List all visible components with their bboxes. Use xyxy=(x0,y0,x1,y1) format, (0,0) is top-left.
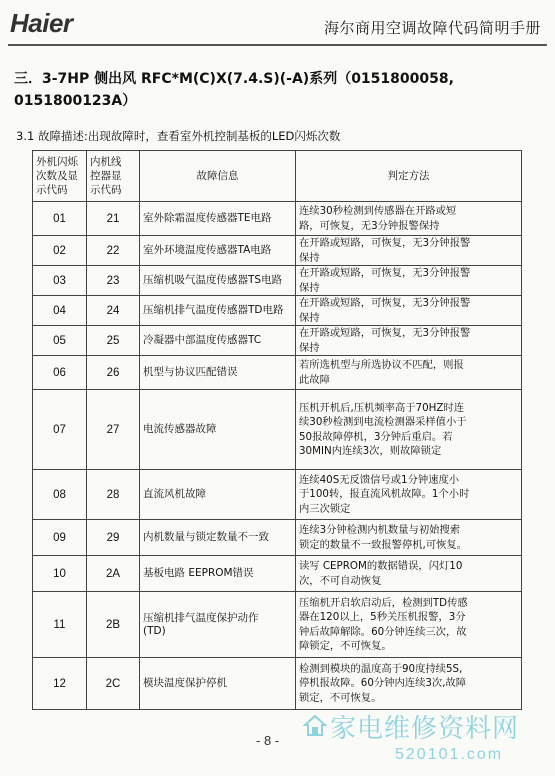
judgment-method-cell xyxy=(296,520,522,556)
judgment-method-cell xyxy=(296,556,522,592)
outdoor-code-cell: 04 xyxy=(33,296,87,326)
judgment-method-line: 此故障 xyxy=(299,373,330,386)
judgment-method-line: 保持 xyxy=(299,281,320,294)
fault-info-cell xyxy=(140,326,296,356)
outdoor-code-cell: 08 xyxy=(33,470,87,520)
judgment-method-line: 停机报故障。60分钟内连续3次,故障 xyxy=(299,677,467,690)
fault-info-line: (TD) xyxy=(143,624,166,637)
judgment-method-cell xyxy=(296,236,522,266)
fault-info-line: 压缩机吸气温度传感器TS电路 xyxy=(143,274,283,286)
indoor-code-cell: 25 xyxy=(87,326,140,356)
table-row xyxy=(33,390,522,470)
judgment-method-cell xyxy=(296,592,522,658)
section-title xyxy=(14,68,544,112)
indoor-code-cell: 26 xyxy=(87,356,140,390)
judgment-method-line: 锁定，不可恢复。 xyxy=(299,691,382,704)
indoor-code-cell: 22 xyxy=(87,236,140,266)
fault-info-cell xyxy=(140,266,296,296)
judgment-method-line: 续30秒检测到电流检测器采样值小于 xyxy=(299,416,467,428)
judgment-method-line: 钟后故障解除。60分钟连续三次，故 xyxy=(299,625,467,638)
judgment-method-line: 连续30秒检测到传感器在开路或短 xyxy=(299,205,457,217)
indoor-code-cell: 2B xyxy=(87,592,140,658)
header-divider xyxy=(8,44,547,46)
section-title-line-1: 三．3-7HP 侧出风 RFC*M(C)X(7.4.S)(-A)系列（0151800058, xyxy=(14,71,454,87)
indoor-code-cell: 2A xyxy=(87,556,140,592)
outdoor-code-cell: 12 xyxy=(33,658,87,710)
table-row xyxy=(33,356,522,390)
table-row xyxy=(33,520,522,556)
judgment-method-line: 保持 xyxy=(299,251,320,264)
judgment-method-cell xyxy=(296,326,522,356)
judgment-method-line: 检测到模块的温度高于90度持续5S, xyxy=(299,662,463,675)
judgment-method-line: 压缩机开启软启动后，检测到TD传感 xyxy=(299,596,468,609)
fault-info-cell xyxy=(140,470,296,520)
fault-info-line: 机型与协议匹配错误 xyxy=(143,366,238,378)
fault-description-subtitle: 3.1 故障描述:出现故障时，查看室外机控制基板的LED闪烁次数 xyxy=(16,129,341,143)
judgment-method-line: 在开路或短路，可恢复，无3分钟报警 xyxy=(299,237,471,249)
judgment-method-line: 器在120以上，5秒关压机报警，3分 xyxy=(299,611,466,623)
indoor-code-cell: 27 xyxy=(87,390,140,470)
footer-watermark: 家电维修资料网 xyxy=(330,714,520,744)
judgment-method-line: 障锁定，不可恢复。 xyxy=(299,640,392,652)
outdoor-code-cell: 03 xyxy=(33,266,87,296)
page-number: - 8 - xyxy=(256,733,280,748)
judgment-method-line: 在开路或短路，可恢复，无3分钟报警 xyxy=(299,327,471,339)
fault-info-line: 压缩机排气温度传感器TD电路 xyxy=(143,304,284,316)
table-row xyxy=(33,470,522,520)
outdoor-code-cell: 07 xyxy=(33,390,87,470)
judgment-method-line: 在开路或短路，可恢复，无3分钟报警 xyxy=(299,267,471,279)
judgment-method-line: 连续3分钟检测内机数量与初始搜索 xyxy=(299,524,461,536)
fault-info-cell xyxy=(140,658,296,710)
header-judgment-method: 判定方法 xyxy=(296,151,522,202)
indoor-code-cell: 29 xyxy=(87,520,140,556)
watermark-house-icon xyxy=(302,712,328,738)
fault-info-line: 内机数量与锁定数量不一致 xyxy=(143,531,269,543)
fault-info-cell xyxy=(140,390,296,470)
fault-info-cell xyxy=(140,592,296,658)
indoor-code-cell: 21 xyxy=(87,202,140,236)
outdoor-code-cell: 06 xyxy=(33,356,87,390)
judgment-method-line: 30MIN内连续3次，则故障锁定 xyxy=(299,445,442,457)
judgment-method-line: 压机开机后,压机频率高于70HZ时连 xyxy=(299,401,465,414)
outdoor-code-cell: 01 xyxy=(33,202,87,236)
fault-info-line: 电流传感器故障 xyxy=(143,423,217,435)
judgment-method-line: 保持 xyxy=(299,311,320,324)
footer-watermark-url: 520101.com xyxy=(395,746,504,763)
judgment-method-line: 若所选机型与所选协议不匹配，则报 xyxy=(299,359,464,371)
outdoor-code-cell: 11 xyxy=(33,592,87,658)
judgment-method-line: 次，不可自动恢复 xyxy=(299,574,382,587)
fault-info-cell xyxy=(140,236,296,266)
indoor-code-cell: 24 xyxy=(87,296,140,326)
judgment-method-cell xyxy=(296,390,522,470)
table-row xyxy=(33,266,522,296)
fault-info-line: 压缩机排气温度保护动作 xyxy=(143,611,259,624)
header-indoor-code: 内机线 控器显 示代码 xyxy=(87,151,140,202)
outdoor-code-cell: 10 xyxy=(33,556,87,592)
header-fault-info: 故障信息 xyxy=(140,151,296,202)
outdoor-code-cell: 09 xyxy=(33,520,87,556)
page-header xyxy=(0,0,555,50)
table-row xyxy=(33,658,522,710)
judgment-method-line: 50报故障停机，3分钟后重启。若 xyxy=(299,430,453,443)
outdoor-code-cell: 05 xyxy=(33,326,87,356)
fault-info-line: 室外除霜温度传感器TE电路 xyxy=(143,212,272,224)
fault-table-body xyxy=(33,202,522,710)
indoor-code-cell: 2C xyxy=(87,658,140,710)
fault-info-cell xyxy=(140,356,296,390)
fault-info-cell xyxy=(140,556,296,592)
table-row xyxy=(33,326,522,356)
table-row xyxy=(33,202,522,236)
section-title-line-2: 0151800123A） xyxy=(14,93,137,109)
judgment-method-cell xyxy=(296,202,522,236)
fault-info-line: 冷凝器中部温度传感器TC xyxy=(143,334,262,346)
fault-info-cell xyxy=(140,296,296,326)
table-row xyxy=(33,296,522,326)
fault-info-cell xyxy=(140,520,296,556)
manual-title: 海尔商用空调故障代码简明手册 xyxy=(323,19,541,37)
judgment-method-cell xyxy=(296,658,522,710)
header-outdoor-code: 外机闪烁 次数及显 示代码 xyxy=(33,151,87,202)
outdoor-code-cell: 02 xyxy=(33,236,87,266)
table-row xyxy=(33,592,522,658)
judgment-method-line: 保持 xyxy=(299,341,320,354)
fault-code-table xyxy=(32,150,522,710)
judgment-method-cell xyxy=(296,266,522,296)
judgment-method-line: 锁定的数量不一致报警停机,可恢复。 xyxy=(299,538,468,551)
judgment-method-line: 路，可恢复，无3分钟报警保持 xyxy=(299,219,440,232)
fault-info-line: 模块温度保护停机 xyxy=(143,677,227,689)
brand-logo: Haier xyxy=(10,8,73,38)
table-row xyxy=(33,556,522,592)
table-header-row xyxy=(33,151,522,202)
fault-info-cell xyxy=(140,202,296,236)
indoor-code-cell: 28 xyxy=(87,470,140,520)
judgment-method-line: 内三次锁定 xyxy=(299,502,351,515)
judgment-method-line: 读写 CEPROM的数据错误，闪灯10 xyxy=(299,560,463,572)
indoor-code-cell: 23 xyxy=(87,266,140,296)
table-row xyxy=(33,236,522,266)
judgment-method-line: 于100转，报直流风机故障。1个小时 xyxy=(299,488,470,501)
fault-info-line: 室外环境温度传感器TA电路 xyxy=(143,244,272,256)
judgment-method-cell xyxy=(296,296,522,326)
judgment-method-cell xyxy=(296,356,522,390)
judgment-method-cell xyxy=(296,470,522,520)
judgment-method-line: 在开路或短路，可恢复，无3分钟报警 xyxy=(299,297,471,309)
fault-info-line: 直流风机故障 xyxy=(143,488,206,500)
judgment-method-line: 连续40S无反馈信号或1分钟速度小 xyxy=(299,473,460,486)
fault-info-line: 基板电路 EEPROM错误 xyxy=(143,567,254,579)
